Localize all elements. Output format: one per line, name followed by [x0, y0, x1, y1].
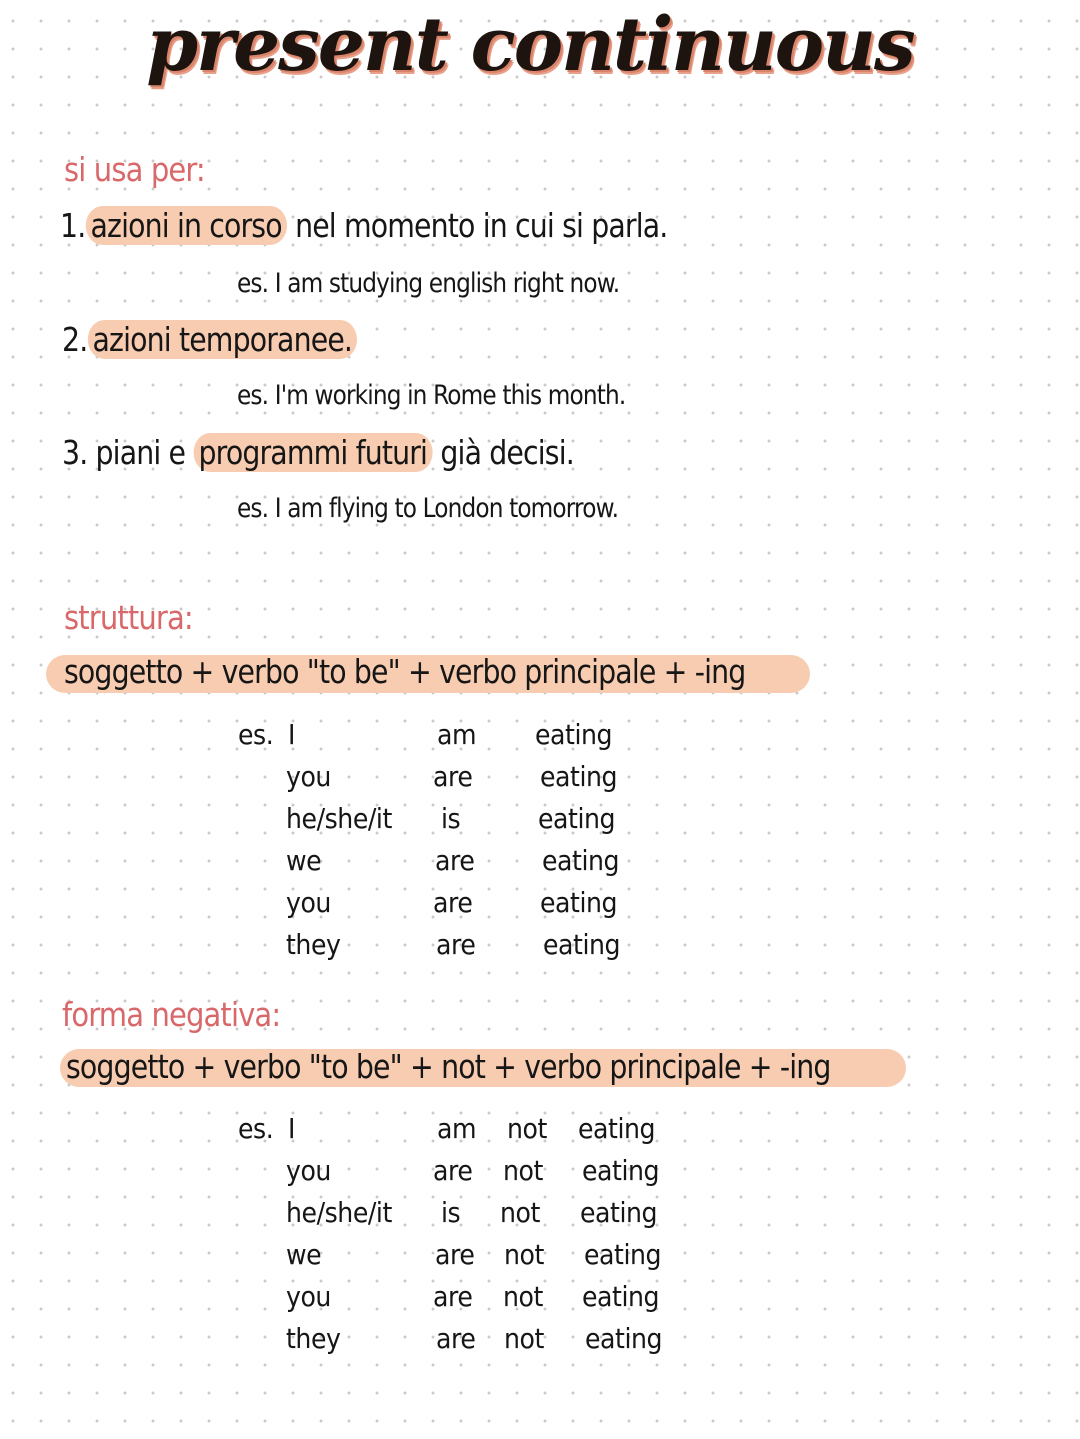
negation: not — [500, 1196, 540, 1229]
main-verb: eating — [582, 1280, 660, 1313]
aux-verb: are — [433, 1154, 473, 1187]
aux-verb: are — [436, 928, 476, 961]
subject: we — [286, 1238, 322, 1271]
use-number: 2. — [62, 320, 88, 359]
negation: not — [504, 1238, 544, 1271]
main-verb: eating — [585, 1322, 663, 1355]
aux-verb: are — [433, 760, 473, 793]
negative-formula: soggetto + verbo "to be" + not + verbo principale + -ing — [66, 1047, 831, 1086]
use-example-2: es. I'm working in Rome this month. — [237, 380, 626, 411]
main-verb: eating — [582, 1154, 660, 1187]
main-verb: eating — [584, 1238, 662, 1271]
main-verb: eating — [580, 1196, 658, 1229]
subject: you — [286, 886, 331, 919]
highlight: azioni in corso — [85, 206, 287, 245]
main-verb: eating — [535, 718, 613, 751]
subject: you — [286, 1154, 331, 1187]
negation: not — [504, 1322, 544, 1355]
use-number: 1. — [60, 206, 86, 245]
subject: you — [286, 760, 331, 793]
main-verb: eating — [540, 886, 618, 919]
use-example-1: es. I am studying english right now. — [237, 268, 620, 299]
subject: we — [286, 844, 322, 877]
example-label: es. — [238, 718, 274, 751]
negation: not — [503, 1280, 543, 1313]
aux-verb: is — [441, 802, 461, 835]
subject: they — [286, 928, 341, 961]
aux-verb: are — [433, 1280, 473, 1313]
aux-verb: are — [433, 886, 473, 919]
negative-heading: forma negativa: — [62, 995, 281, 1034]
subject: he/she/it — [286, 802, 392, 835]
highlight: programmi futuri — [193, 433, 432, 472]
example-label: es. — [238, 1112, 274, 1145]
aux-verb: are — [435, 844, 475, 877]
main-verb: eating — [538, 802, 616, 835]
highlight: azioni temporanee. — [87, 320, 357, 359]
negation: not — [503, 1154, 543, 1187]
structure-heading: struttura: — [64, 598, 193, 637]
use-item-2 — [62, 320, 357, 359]
main-verb: eating — [540, 760, 618, 793]
subject: they — [286, 1322, 341, 1355]
negation: not — [507, 1112, 547, 1145]
use-text-prefix: piani e — [87, 433, 194, 472]
subject: I — [288, 1112, 295, 1145]
use-example-3: es. I am flying to London tomorrow. — [237, 493, 619, 524]
aux-verb: am — [437, 1112, 477, 1145]
subject: you — [286, 1280, 331, 1313]
aux-verb: is — [441, 1196, 461, 1229]
page-title: present continuous — [146, 2, 914, 88]
use-item-3 — [62, 433, 574, 472]
aux-verb: are — [435, 1238, 475, 1271]
main-verb: eating — [578, 1112, 656, 1145]
main-verb: eating — [543, 928, 621, 961]
use-text: già decisi. — [432, 433, 574, 472]
uses-heading: si usa per: — [64, 150, 205, 189]
use-text: nel momento in cui si parla. — [286, 206, 668, 245]
use-number: 3. — [62, 433, 88, 472]
structure-formula: soggetto + verbo "to be" + verbo principale + -ing — [64, 652, 746, 691]
use-item-1 — [60, 206, 667, 245]
subject: he/she/it — [286, 1196, 392, 1229]
subject: I — [288, 718, 295, 751]
aux-verb: am — [437, 718, 477, 751]
aux-verb: are — [436, 1322, 476, 1355]
main-verb: eating — [542, 844, 620, 877]
